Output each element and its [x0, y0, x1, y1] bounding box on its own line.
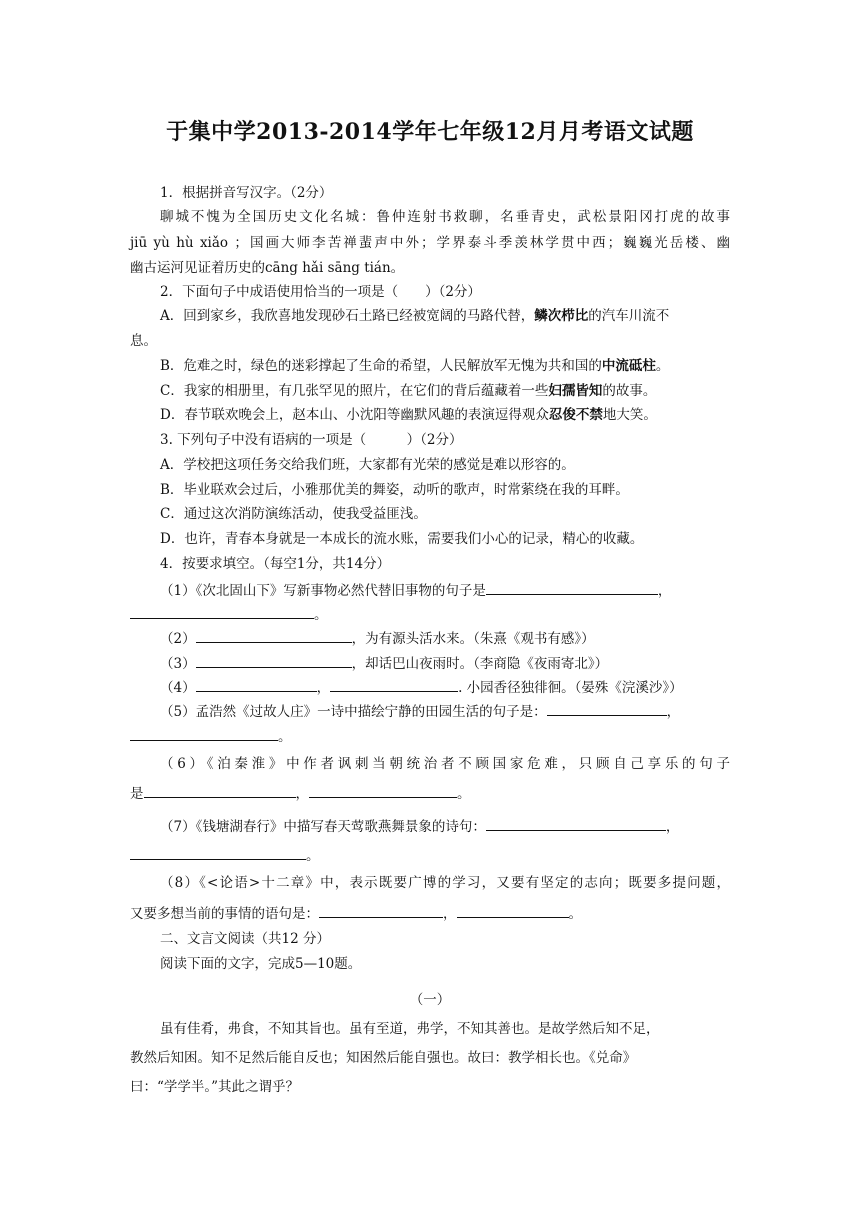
q4-item-8-cont	[130, 903, 730, 923]
answer-blank[interactable]	[196, 628, 352, 643]
q2-stem: 2．下面句子中成语使用恰当的一项是（ ）（2分）	[160, 284, 481, 300]
option-text: B．危难之时，绿色的迷彩撑起了生命的希望，人民解放军无愧为共和国的	[160, 358, 602, 374]
answer-blank[interactable]	[130, 726, 278, 741]
option-text: 的故事。	[602, 383, 657, 399]
q4-item-7-cont	[130, 845, 730, 865]
answer-blank[interactable]	[319, 903, 443, 918]
q4-item-1	[160, 580, 740, 600]
item-text: （4）	[160, 680, 196, 696]
answer-blank[interactable]	[330, 677, 458, 692]
answer-blank[interactable]	[486, 816, 666, 831]
q2-option-a-cont: 息。	[130, 333, 157, 349]
q4-item-6-cont	[130, 783, 730, 803]
q4-item-7	[160, 816, 740, 836]
answer-blank[interactable]	[196, 677, 317, 692]
q4-item-4	[160, 677, 760, 697]
item-text: ，为有源头活水来。（朱熹《观书有感》）	[351, 631, 595, 647]
section-heading: 二、文言文阅读（共12 分）	[160, 931, 330, 947]
q4-item-6: （6）《泊秦淮》中作者讽刺当朝统治者不顾国家危难，只顾自己享乐的句子	[160, 756, 730, 772]
passage-line: 教然后知困。知不足然后能自反也；知困然后能自强也。故曰：教学相长也。《兑命》	[130, 1050, 637, 1066]
q4-stem: 4．按要求填空。（每空1分，共14分）	[160, 556, 391, 572]
answer-blank[interactable]	[196, 653, 352, 668]
q1-line: 幽古运河见证着历史的cāng hǎi sāng tián。	[130, 260, 405, 276]
punct: 。	[568, 906, 582, 922]
q3-option-b: B．毕业联欢会过后，小雅那优美的舞姿，动听的歌声，时常萦绕在我的耳畔。	[160, 482, 629, 498]
punct: 。	[457, 786, 471, 802]
punct: 。	[314, 607, 328, 623]
answer-blank[interactable]	[547, 701, 667, 716]
item-text: （3）	[160, 656, 196, 672]
punct: ，	[657, 583, 672, 599]
punct: ，	[666, 704, 681, 720]
q4-item-5-cont	[130, 726, 730, 746]
q2-option-c	[160, 382, 760, 400]
idiom-highlight: 妇孺皆知	[548, 383, 603, 399]
answer-blank[interactable]	[144, 783, 296, 798]
answer-blank[interactable]	[309, 783, 457, 798]
idiom-highlight: 鳞次栉比	[534, 308, 589, 324]
passage-line: 虽有佳肴，弗食，不知其旨也。虽有至道，弗学，不知其善也。是故学然后知不足，	[160, 1021, 660, 1037]
option-text: 。	[655, 358, 670, 374]
item-text: （7）《钱塘湖春行》中描写春天莺歌燕舞景象的诗句：	[160, 819, 486, 835]
punct: ，	[443, 906, 457, 922]
item-text: . 小园香径独徘徊。（晏殊《浣溪沙》）	[458, 680, 683, 696]
page-title: 于集中学2013-2014学年七年级12月月考语文试题	[166, 119, 694, 145]
item-text: （2）	[160, 631, 196, 647]
item-text: （5）孟浩然《过故人庄》一诗中描绘宁静的田园生活的句子是：	[160, 704, 547, 720]
option-text: A．回到家乡，我欣喜地发现砂石土路已经被宽阔的马路代替，	[160, 308, 535, 324]
answer-blank[interactable]	[130, 604, 314, 619]
q2-option-a	[160, 307, 760, 325]
q3-option-d: D．也许，青春本身就是一本成长的流水账，需要我们小心的记录，精心的收藏。	[160, 531, 644, 547]
option-text: D．春节联欢晚会上，赵本山、小沈阳等幽默风趣的表演逗得观众	[160, 407, 549, 423]
idiom-highlight: 中流砥柱	[601, 358, 656, 374]
passage-line: 曰：“学学半。”其此之谓乎？	[130, 1079, 300, 1095]
option-text: 的汽车川流不	[588, 308, 670, 324]
punct: ，	[665, 819, 680, 835]
q2-option-b	[160, 357, 760, 375]
q1-stem: 1．根据拼音写汉字。（2分）	[160, 185, 333, 201]
answer-blank[interactable]	[457, 903, 569, 918]
q1-line: jiū yù hù xiǎo ；国画大师李苦禅蜚声中外；学界泰斗季羡林学贯中西；巍巍光岳楼、幽	[130, 235, 730, 251]
q1-line: 聊城不愧为全国历史文化名城：鲁仲连射书救聊，名垂青史，武松景阳冈打虎的故事	[160, 209, 730, 225]
passage-number: （一）	[409, 992, 451, 1008]
option-text: C．我家的相册里，有几张罕见的照片，在它们的背后蕴藏着一些	[160, 383, 549, 399]
q4-item-1-cont	[130, 604, 730, 624]
item-text: （1）《次北固山下》写新事物必然代替旧事物的句子是	[160, 583, 486, 599]
answer-blank[interactable]	[130, 845, 306, 860]
q4-item-5	[160, 701, 740, 721]
punct: ，	[295, 786, 309, 802]
q2-option-d	[160, 406, 760, 424]
reading-instruction: 阅读下面的文字，完成5—10题。	[160, 956, 362, 972]
answer-blank[interactable]	[486, 580, 658, 595]
item-text: 又要多想当前的事情的语句是：	[130, 906, 319, 922]
item-text: 是	[130, 786, 144, 802]
punct: 。	[278, 729, 292, 745]
option-text: 地大笑。	[602, 407, 657, 423]
punct: 。	[306, 848, 320, 864]
q4-item-2	[160, 628, 760, 648]
punct: ，	[316, 680, 331, 696]
q3-option-a: A．学校把这项任务交给我们班，大家都有光荣的感觉是难以形容的。	[160, 457, 575, 473]
idiom-highlight: 忍俊不禁	[548, 407, 603, 423]
q4-item-8: （8）《<论语>十二章》中，表示既要广博的学习，又要有坚定的志向；既要多提问题，	[160, 875, 730, 891]
q4-item-3	[160, 653, 760, 673]
q3-stem: 3. 下列句子中没有语病的一项是（ ）（2分）	[160, 432, 463, 448]
item-text: ，却话巴山夜雨时。（李商隐《夜雨寄北》）	[351, 656, 609, 672]
q3-option-c: C．通过这次消防演练活动，使我受益匪浅。	[160, 506, 427, 522]
